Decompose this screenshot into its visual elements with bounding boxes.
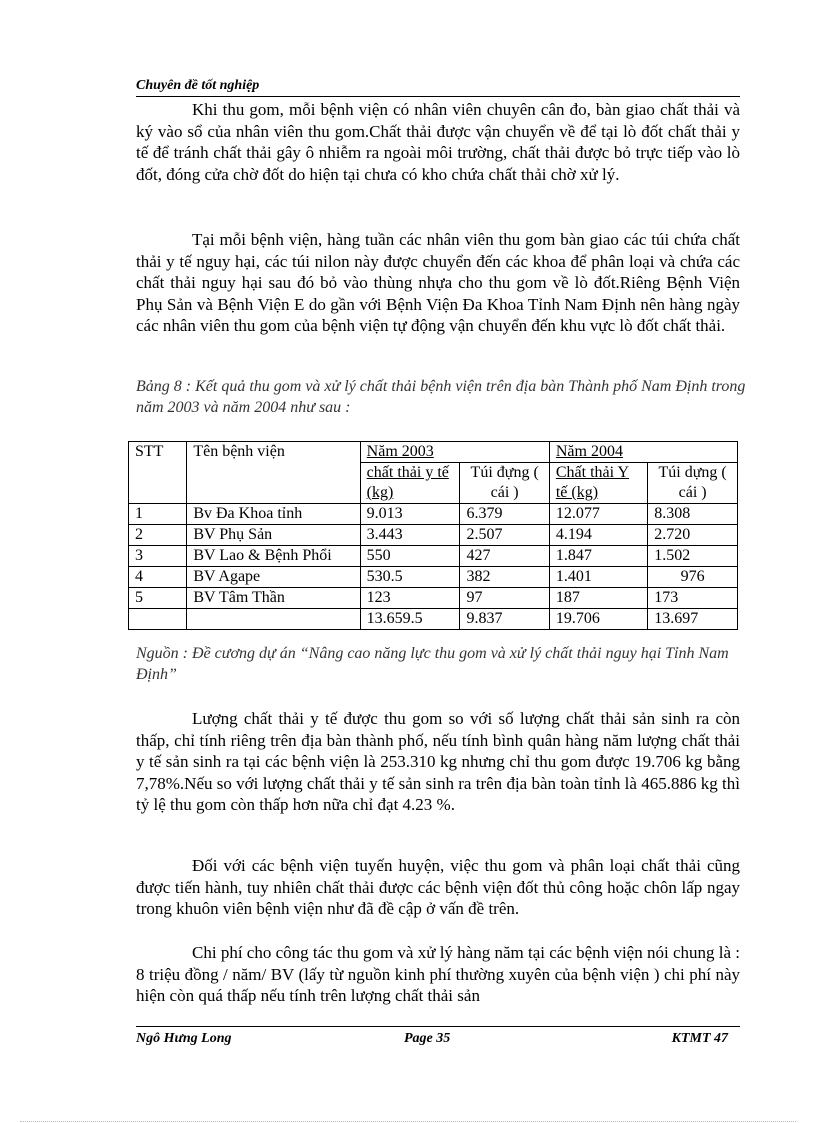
header-year-2004: Năm 2004 xyxy=(549,442,737,463)
footer-author: Ngô Hưng Long xyxy=(136,1031,232,1046)
table-source-note: Nguồn : Đề cương dự án “Nâng cao năng lực thu gom và xử lý chất thải nguy hại Tỉnh Nam Định” xyxy=(136,645,729,683)
cell-stt: 3 xyxy=(129,546,187,567)
cell-total-stt xyxy=(129,609,187,630)
table-row xyxy=(129,588,738,609)
paragraph-collection-process: Khi thu gom, mỗi bệnh viện có nhân viên chuyên cân đo, bàn giao chất thải và ký vào sổ của nhân viên thu gom.Chất thải được vận chuyển về để tại lò đốt chất thải y tế để tránh chất thải gây ô nhiễm ra ngoài môi trường, chất thải được bỏ trực tiếp vào lò đốt, đóng cửa chờ đốt do hiện tại chưa có kho chứa chất thải chờ xử lý. xyxy=(136,100,740,184)
cell-waste-2003: 530.5 xyxy=(360,567,460,588)
cell-bags-2004: 976 xyxy=(648,567,738,588)
cell-stt: 5 xyxy=(129,588,187,609)
header-hospital-name: Tên bệnh viện xyxy=(187,442,360,504)
header-divider xyxy=(136,96,740,97)
cell-total-bags-2004: 13.697 xyxy=(648,609,738,630)
footer-class: KTMT 47 xyxy=(671,1031,728,1046)
cell-total-waste-2004: 19.706 xyxy=(549,609,647,630)
cell-bags-2003: 97 xyxy=(460,588,549,609)
table-row xyxy=(129,525,738,546)
cell-waste-2003: 9.013 xyxy=(360,504,460,525)
footer-page-number: Page 35 xyxy=(404,1031,451,1046)
cell-stt: 4 xyxy=(129,567,187,588)
cell-waste-2003: 550 xyxy=(360,546,460,567)
table-row xyxy=(129,546,738,567)
subheader-bags-2003: Túi đựng ( cái ) xyxy=(460,463,549,504)
cell-bags-2003: 427 xyxy=(460,546,549,567)
paragraph-collection-rate: Lượng chất thải y tế được thu gom so với số lượng chất thải sản sinh ra còn thấp, chỉ tính riêng trên địa bàn thành phố, nếu tính bình quân hàng năm lượng chất thải y tế sản sinh ra tại các bệnh viện là 253.310 kg nhưng chỉ thu gom được 19.706 kg bằng 7,78%.Nếu so với lượng chất thải y tế sản sinh ra trên địa bàn toàn tỉnh là 465.886 kg thì tỷ lệ thu gom còn thấp hơn nữa chỉ đạt 4.23 %. xyxy=(136,709,740,814)
cell-stt: 2 xyxy=(129,525,187,546)
cell-total-label xyxy=(187,609,360,630)
subheader-bags-2004: Túi dựng ( cái ) xyxy=(648,463,738,504)
cell-stt: 1 xyxy=(129,504,187,525)
cell-waste-2004: 1.847 xyxy=(549,546,647,567)
cell-bags-2004: 1.502 xyxy=(648,546,738,567)
paragraph-weekly-handover: Tại mỗi bệnh viện, hàng tuần các nhân viên thu gom bàn giao các túi chứa chất thải y tế nguy hại, các túi nilon này được chuyển đến các khoa để phân loại và chứa các chất thải nguy hại sau đó bỏ vào thùng nhựa cho thu gom về lò đốt.Riêng Bệnh Viện Phụ Sản và Bệnh Viện E do gần với Bệnh Viện Đa Khoa Tỉnh Nam Định nên hàng ngày các nhân viên thu gom của bệnh viện tự động vận chuyển đến khu vực lò đốt chất thải. xyxy=(136,230,740,335)
subheader-waste-2003: chất thải y tế (kg) xyxy=(360,463,460,504)
cell-waste-2004: 1.401 xyxy=(549,567,647,588)
cell-bags-2004: 2.720 xyxy=(648,525,738,546)
cell-waste-2004: 12.077 xyxy=(549,504,647,525)
cell-waste-2004: 187 xyxy=(549,588,647,609)
cell-hospital: BV Tâm Thần xyxy=(187,588,360,609)
cell-hospital: BV Phụ Sản xyxy=(187,525,360,546)
paragraph-annual-cost: Chi phí cho công tác thu gom và xử lý hàng năm tại các bệnh viện nói chung là : 8 triệu đồng / năm/ BV (lấy từ nguồn kinh phí thường xuyên của bệnh viện ) chi phí này hiện còn quá thấp nếu tính trên lượng chất thải sản xyxy=(136,943,740,1005)
table-row xyxy=(129,567,738,588)
header-title: Chuyên đề tốt nghiệp xyxy=(136,78,260,93)
cell-waste-2004: 4.194 xyxy=(549,525,647,546)
cell-hospital: Bv Đa Khoa tỉnh xyxy=(187,504,360,525)
cell-total-bags-2003: 9.837 xyxy=(460,609,549,630)
cell-bags-2003: 6.379 xyxy=(460,504,549,525)
header-year-2003: Năm 2003 xyxy=(360,442,549,463)
subheader-waste-2004: Chất thải Y tế (kg) xyxy=(549,463,647,504)
cell-hospital: BV Agape xyxy=(187,567,360,588)
table-total-row xyxy=(129,609,738,630)
cell-waste-2003: 123 xyxy=(360,588,460,609)
footer-divider xyxy=(136,1026,740,1027)
cell-hospital: BV Lao & Bệnh Phổi xyxy=(187,546,360,567)
table-row xyxy=(129,504,738,525)
cell-bags-2004: 8.308 xyxy=(648,504,738,525)
table-caption: Bảng 8 : Kết quả thu gom và xử lý chất thải bệnh viện trên địa bàn Thành phố Nam Định trong năm 2003 và năm 2004 như sau : xyxy=(136,378,746,416)
paragraph-district-hospitals: Đối với các bệnh viện tuyến huyện, việc thu gom và phân loại chất thải cũng được tiến hành, tuy nhiên chất thải được các bệnh viện đốt thủ công hoặc chôn lấp ngay trong khuôn viên bệnh viện như đã đề cập ở vấn đề trên. xyxy=(136,856,740,918)
cell-bags-2004: 173 xyxy=(648,588,738,609)
header-stt: STT xyxy=(129,442,187,504)
cell-bags-2003: 2.507 xyxy=(460,525,549,546)
page-bottom-dotted-border xyxy=(20,1121,796,1122)
cell-bags-2003: 382 xyxy=(460,567,549,588)
cell-waste-2003: 3.443 xyxy=(360,525,460,546)
cell-total-waste-2003: 13.659.5 xyxy=(360,609,460,630)
table-header-row xyxy=(129,442,738,463)
waste-collection-table xyxy=(128,441,738,630)
